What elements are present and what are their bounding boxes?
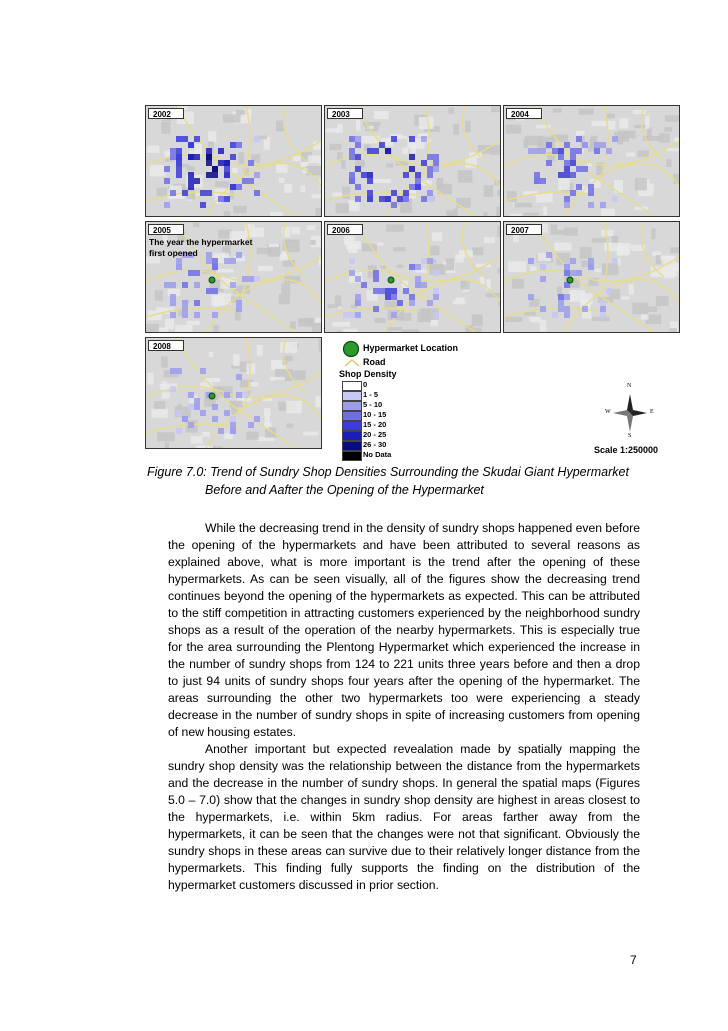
map-panel-2006 — [324, 221, 501, 333]
density-map — [504, 106, 679, 216]
density-map — [325, 106, 500, 216]
density-map — [325, 222, 500, 332]
legend-class-label: 0 — [363, 380, 368, 389]
hypermarket-icon — [342, 340, 360, 358]
year-label: 2005 — [148, 224, 184, 235]
map-panel-2008 — [145, 337, 322, 449]
legend-class-label: 15 - 20 — [363, 420, 387, 429]
year-label: 2008 — [148, 340, 184, 351]
compass-w: W — [605, 409, 611, 415]
compass-n: N — [627, 383, 632, 389]
density-map — [146, 338, 321, 448]
year-label: 2007 — [506, 224, 542, 235]
legend-swatch — [342, 431, 362, 441]
compass-s: S — [628, 433, 632, 439]
map-scale: Scale 1:250000 — [594, 445, 659, 455]
legend-swatch — [342, 411, 362, 421]
figure-caption — [147, 463, 687, 499]
legend-swatch — [342, 381, 362, 391]
map-panel-2003 — [324, 105, 501, 217]
caption-line-2: Before and Aafter the Opening of the Hypermarket — [205, 483, 484, 497]
legend-class-label: No Data — [363, 450, 392, 459]
year-label: 2006 — [327, 224, 363, 235]
map-panel-2005 — [145, 221, 322, 333]
year-label: 2004 — [506, 108, 542, 119]
density-map — [146, 106, 321, 216]
year-label: 2003 — [327, 108, 363, 119]
panel-note: The year the hypermarket first opened — [149, 237, 253, 258]
legend-swatch — [342, 401, 362, 411]
map-panel-2007 — [503, 221, 680, 333]
map-panel-2002 — [145, 105, 322, 217]
compass-e: E — [650, 409, 654, 415]
legend-swatch — [342, 441, 362, 451]
map-panel-2004 — [503, 105, 680, 217]
legend-class-label: 1 - 5 — [363, 390, 379, 399]
year-label: 2002 — [148, 108, 184, 119]
legend-swatch — [342, 451, 362, 461]
road-icon — [344, 358, 360, 368]
legend-class-label: 26 - 30 — [363, 440, 387, 449]
body-text — [168, 520, 640, 894]
legend-class-label: 20 - 25 — [363, 430, 387, 439]
page-number: 7 — [630, 953, 637, 967]
legend-swatch — [342, 421, 362, 431]
legend-road-label: Road — [363, 357, 386, 367]
north-arrow-icon — [605, 383, 655, 439]
legend-hypermarket-label: Hypermarket Location — [363, 343, 459, 353]
paragraph: Another important but expected revealation made by spatially mapping the sundry shop density was the relationship between the distance from the hypermarkets and the decrease in the number of sundry shops. In general the spatial maps (Figures 5.0 – 7.0) show that the changes in sundry shop density are highest in areas closest to the hypermarkets, i.e. within 5km radius. For areas farther away from the hypermarkets, it can be seen that the changes were not that significant. Obviously the sundry shops in these areas can survive due to their relatively longer distance from the hypermarkets. This finding fully supports the finding on the distribution of the hypermarket customers discussed in prior section. — [168, 742, 640, 892]
caption-line-1: Figure 7.0: Trend of Sundry Shop Densities Surrounding the Skudai Giant Hypermarket — [147, 465, 629, 479]
legend-density-title: Shop Density — [339, 369, 397, 379]
density-map — [504, 222, 679, 332]
legend-class-label: 5 - 10 — [363, 400, 383, 409]
legend-class-label: 10 - 15 — [363, 410, 387, 419]
paragraph: While the decreasing trend in the density of sundry shops happened even before the opening of the hypermarkets and have been attributed to several reasons as explained above, what is more important is the trend after the opening of these hypermarkets. As can be seen visually, all of the figures show the decreasing trend continues beyond the opening of the hypermarkets as expected. This can be attributed to the stiff competition in attracting customers experienced by the neighborhood sundry shops as a result of the operation of the nearby hypermarkets. This is especially true for the area surrounding the Plentong Hypermarket which experienced the increase in the number of sundry shops from 124 to 221 units three years before and then a drop to just 94 units of sundry shops four years after the opening of the hypermarket. The areas surrounding the other two hypermarkets too were experiencing a steady decrease in the number of sundry shops in spite of increasing customers from opening of new housing estates. — [168, 521, 640, 739]
legend-swatch — [342, 391, 362, 401]
